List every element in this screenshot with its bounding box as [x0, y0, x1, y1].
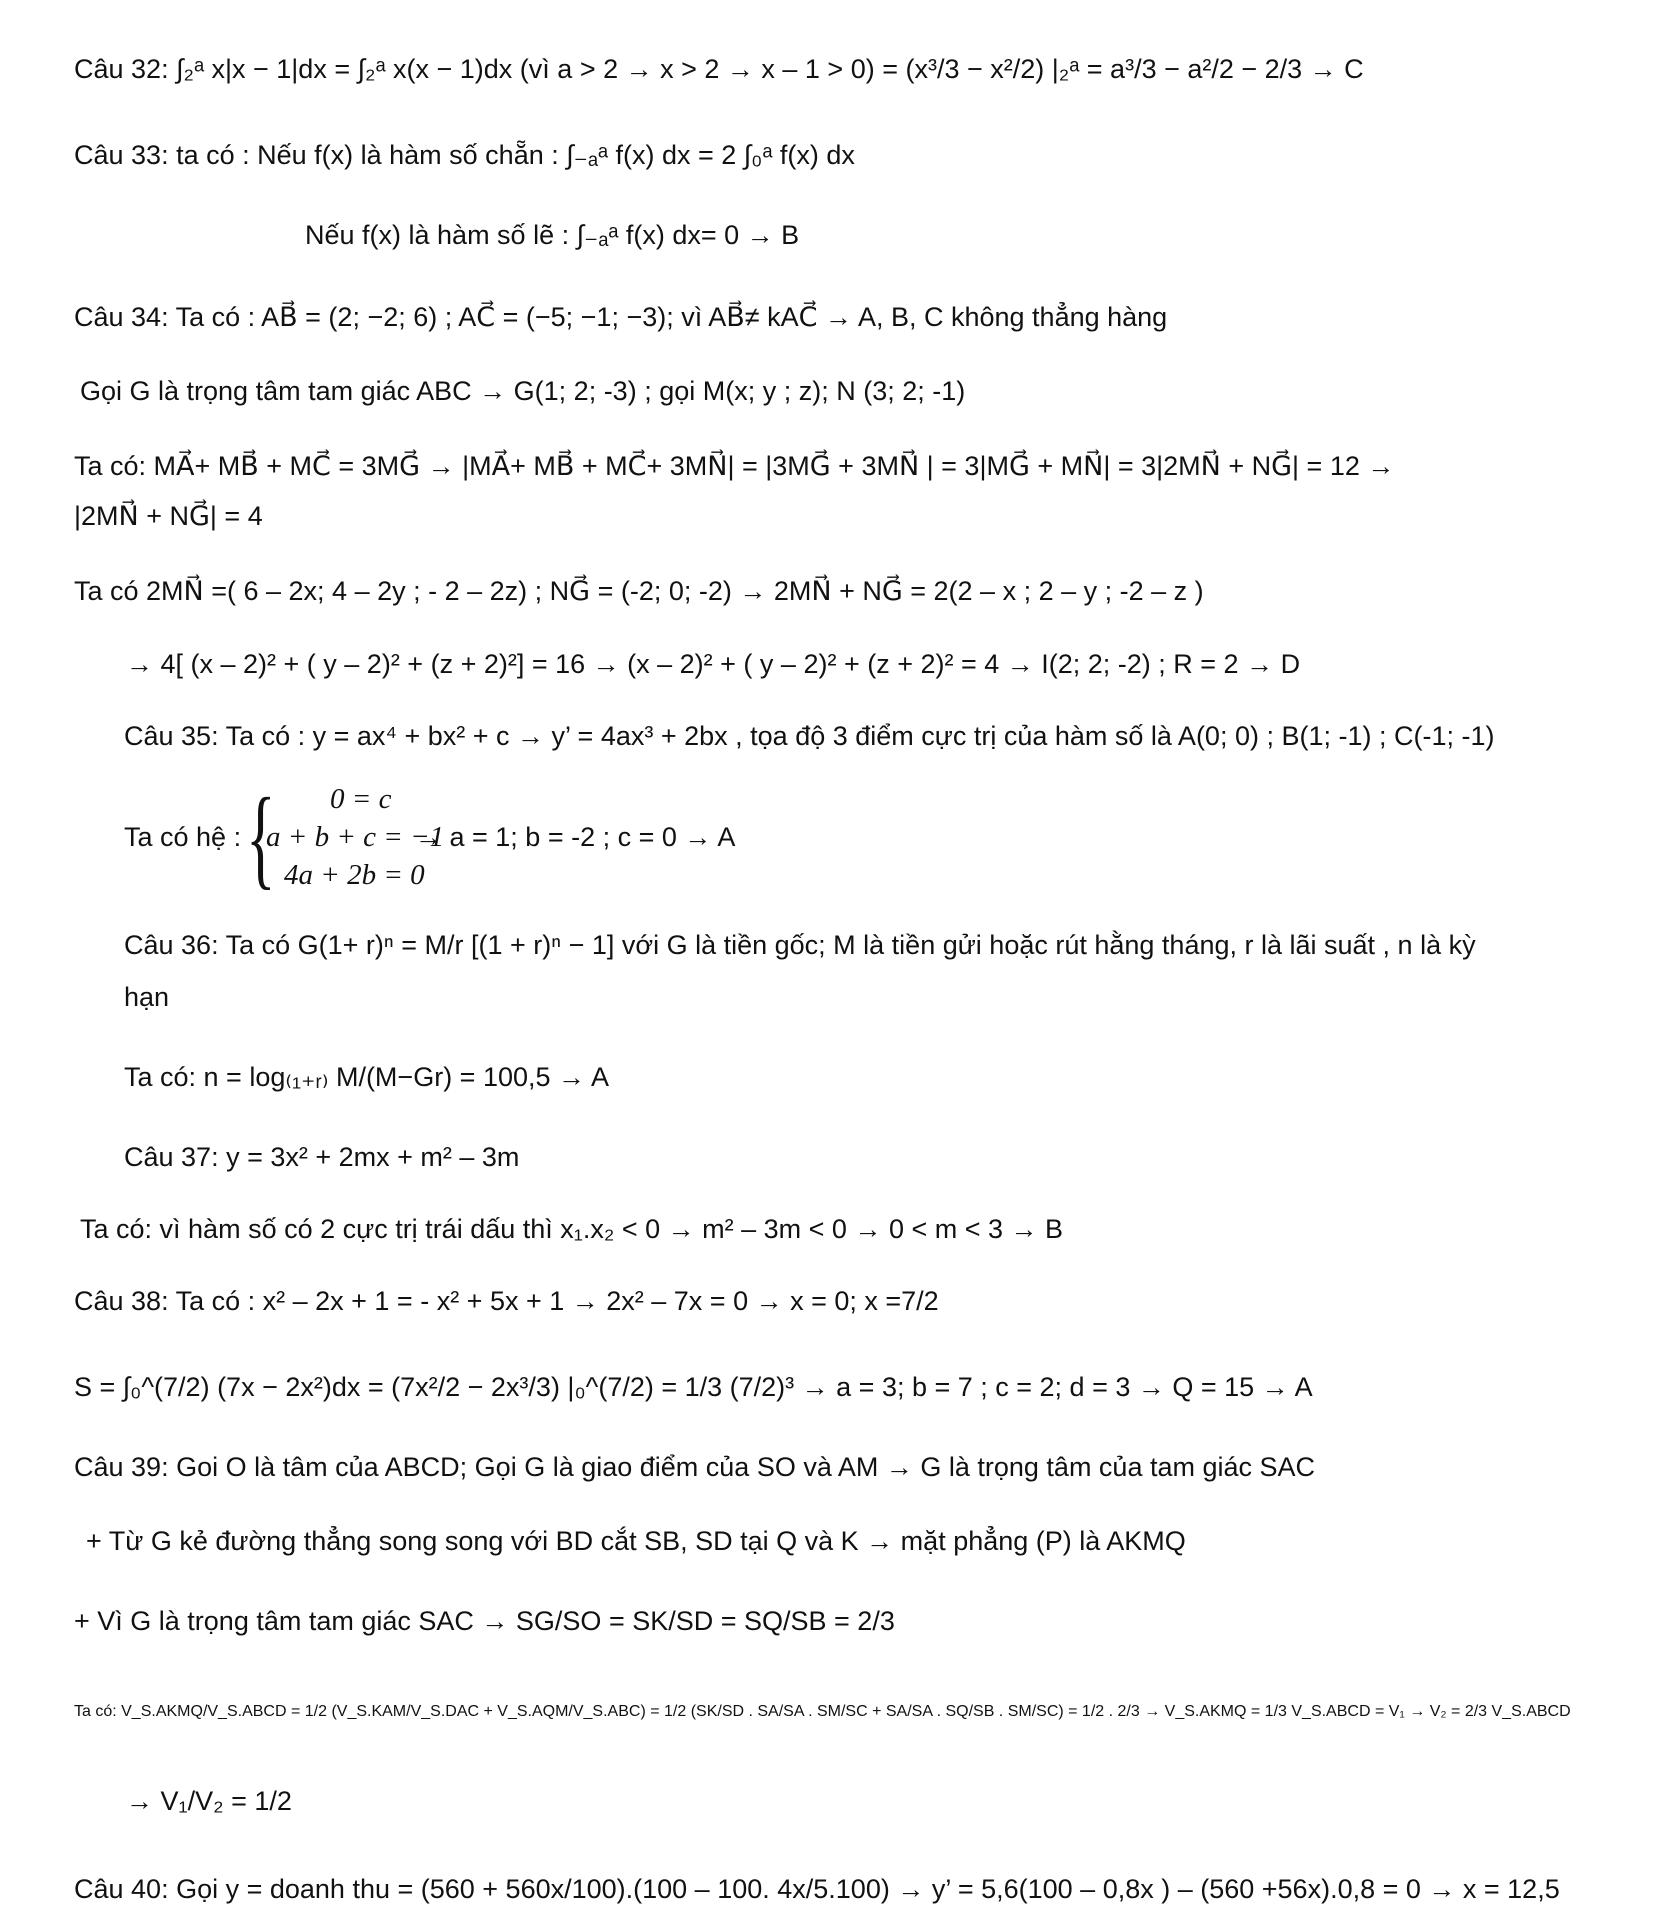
line-q34-components: Ta có 2MN⃗ =( 6 – 2x; 4 – 2y ; - 2 – 2z) ; NG⃗ = (-2; 0; -2) → 2MN⃗ + NG⃗ = 2(2 – x ; 2 – y ; -2 – z ): [74, 576, 1204, 606]
line-q36-cont: hạn: [124, 982, 170, 1012]
line-q36-formula: Câu 36: Ta có G(1+ r)ⁿ = M/r [(1 + r)ⁿ − 1] với G là tiền gốc; M là tiền gửi hoặc rút hằng tháng, r là lãi suất , n là kỳ: [124, 930, 1476, 960]
system-brace-icon: {: [246, 776, 276, 900]
line-q35-system-label: Ta có hệ :: [124, 822, 242, 852]
line-q38-equation: Câu 38: Ta có : x² – 2x + 1 = - x² + 5x + 1 → 2x² – 7x = 0 → x = 0; x =7/2: [74, 1286, 939, 1316]
system-row-1: 0 = c: [330, 783, 392, 815]
system-row-2: a + b + c = −1: [266, 821, 445, 853]
line-q32: Câu 32: ∫₂ᵃ x|x − 1|dx = ∫₂ᵃ x(x − 1)dx (vì a > 2 → x > 2 → x – 1 > 0) = (x³/3 − x²/2) |₂ᵃ = a³/3 − a²/2 − 2/3 → C: [74, 54, 1364, 84]
line-q39-center: Câu 39: Goi O là tâm của ABCD; Gọi G là giao điểm của SO và AM → G là trọng tâm của tam giác SAC: [74, 1452, 1316, 1482]
line-q39-final: → V₁/V₂ = 1/2: [126, 1786, 292, 1816]
line-q39-parallel: + Từ G kẻ đường thẳng song song với BD cắt SB, SD tại Q và K → mặt phẳng (P) là AKMQ: [86, 1526, 1186, 1556]
system-row-3: 4a + 2b = 0: [284, 859, 425, 891]
line-q34-result: |2MN⃗ + NG⃗| = 4: [74, 501, 263, 531]
line-q34-centroid: Gọi G là trọng tâm tam giác ABC → G(1; 2; -3) ; gọi M(x; y ; z); N (3; 2; -1): [80, 376, 966, 406]
line-q37-answer: Ta có: vì hàm số có 2 cực trị trái dấu thì x₁.x₂ < 0 → m² – 3m < 0 → 0 < m < 3 → B: [80, 1214, 1064, 1244]
line-q37-function: Câu 37: y = 3x² + 2mx + m² – 3m: [124, 1142, 520, 1172]
line-q34-sphere: → 4[ (x – 2)² + ( y – 2)² + (z + 2)²] = 16 → (x – 2)² + ( y – 2)² + (z + 2)² = 4 → I(2; 2; -2) ; R = 2 → D: [126, 649, 1301, 679]
line-q36-log: Ta có: n = log₍₁₊ᵣ₎ M/(M−Gr) = 100,5 → A: [124, 1062, 610, 1092]
line-q33-even: Câu 33: ta có : Nếu f(x) là hàm số chẵn : ∫₋ₐᵃ f(x) dx = 2 ∫₀ᵃ f(x) dx: [74, 140, 855, 170]
line-q34-sum: Ta có: MA⃗+ MB⃗ + MC⃗ = 3MG⃗ → |MA⃗+ MB⃗ + MC⃗+ 3MN⃗| = |3MG⃗ + 3MN⃗ | = 3|MG⃗ + MN⃗| = 3|2MN⃗ + NG⃗| = 12 →: [74, 451, 1395, 481]
line-q35-answer: → a = 1; b = -2 ; c = 0 → A: [415, 822, 736, 852]
line-q39-volume: Ta có: V_S.AKMQ/V_S.ABCD = 1/2 (V_S.KAM/V_S.DAC + V_S.AQM/V_S.ABC) = 1/2 (SK/SD . SA/SA . SM/SC + SA/SA . SQ/SB . SM/SC) = 1/2 . 2/3 → V_S.AKMQ = 1/3 V_S.ABCD = V₁ → V₂ = 2/3 V_S.ABCD: [74, 1703, 1571, 1720]
line-q33-odd: Nếu f(x) là hàm số lẽ : ∫₋ₐᵃ f(x) dx= 0 → B: [305, 220, 800, 250]
line-q40: Câu 40: Gọi y = doanh thu = (560 + 560x/100).(100 – 100. 4x/5.100) → y’ = 5,6(100 – 0,8x ) – (560 +56x).0,8 = 0 → x = 12,5: [74, 1874, 1560, 1904]
line-q39-ratio: + Vì G là trọng tâm tam giác SAC → SG/SO = SK/SD = SQ/SB = 2/3: [74, 1606, 895, 1636]
line-q34-vectors: Câu 34: Ta có : AB⃗ = (2; −2; 6) ; AC⃗ = (−5; −1; −3); vì AB⃗≠ kAC⃗ → A, B, C không thẳng hàng: [74, 302, 1168, 332]
line-q38-area: S = ∫₀^(7/2) (7x − 2x²)dx = (7x²/2 − 2x³/3) |₀^(7/2) = 1/3 (7/2)³ → a = 3; b = 7 ; c = 2; d = 3 → Q = 15 → A: [74, 1372, 1313, 1402]
line-q35-derivative: Câu 35: Ta có : y = ax⁴ + bx² + c → y’ = 4ax³ + 2bx , tọa độ 3 điểm cực trị của hàm số là A(0; 0) ; B(1; -1) ; C(-1; -1): [124, 721, 1495, 751]
